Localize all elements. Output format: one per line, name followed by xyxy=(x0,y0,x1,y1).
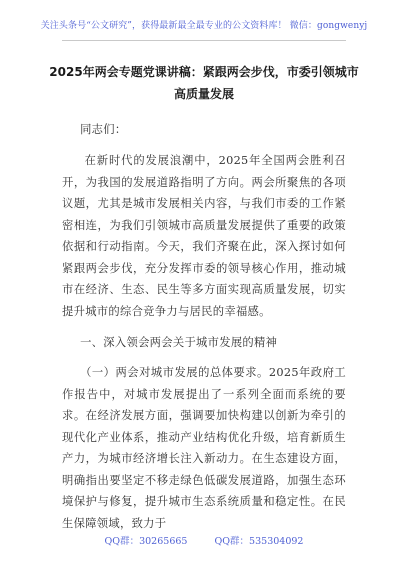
footer-qq-group-1: QQ群：30265665 xyxy=(104,536,188,547)
document-title-line-2: 高质量发展 xyxy=(173,87,234,101)
paragraph-overall-requirements: （一）两会对城市发展的总体要求。2025年政府工作报告中，对城市发展提出了一系列全面而系统的要求。在经济发展方面，强调要加快构建以创新为牵引的现代化产业体系，推动产业结构优化升级，培育新质生产力，为城市经济增长注入新动力。在生态建设方面，明确指出要坚定不移走绿色低碳发展道路，加强生态环境保护与修复，提升城市生态系统质量和稳定性。在民生保障领域，致力于 xyxy=(62,366,346,530)
salutation: 同志们： xyxy=(80,123,127,136)
document-title-line-1: 2025年两会专题党课讲稿：紧跟两会步伐，市委引领城市 xyxy=(49,65,359,79)
footer-qq-group-2: QQ群：535304092 xyxy=(214,536,304,547)
paragraph-introduction: 在新时代的发展浪潮中，2025年全国两会胜利召开，为我国的发展道路指明了方向。两会所聚焦的各项议题，尤其是城市发展相关内容，与我们市委的工作紧密相连，为我们引领城市高质量发展提供了重要的政策依据和行动指南。今天，我们齐聚在此，深入探讨如何紧跟两会步伐，充分发挥市委的领导核心作用，推动城市在经济、生态、民生等多方面实现高质量发展，切实提升城市的综合竞争力与居民的幸福感。 xyxy=(62,154,346,318)
header-divider xyxy=(62,40,346,41)
footer-contacts xyxy=(0,536,408,548)
section-heading: 一、深入领会两会关于城市发展的精神 xyxy=(80,336,278,349)
document-title xyxy=(40,61,368,105)
header-banner: 关注头条号“公文研究”，获得最新最全最专业的公文资料库！ 微信：gongwenyj xyxy=(40,21,368,31)
